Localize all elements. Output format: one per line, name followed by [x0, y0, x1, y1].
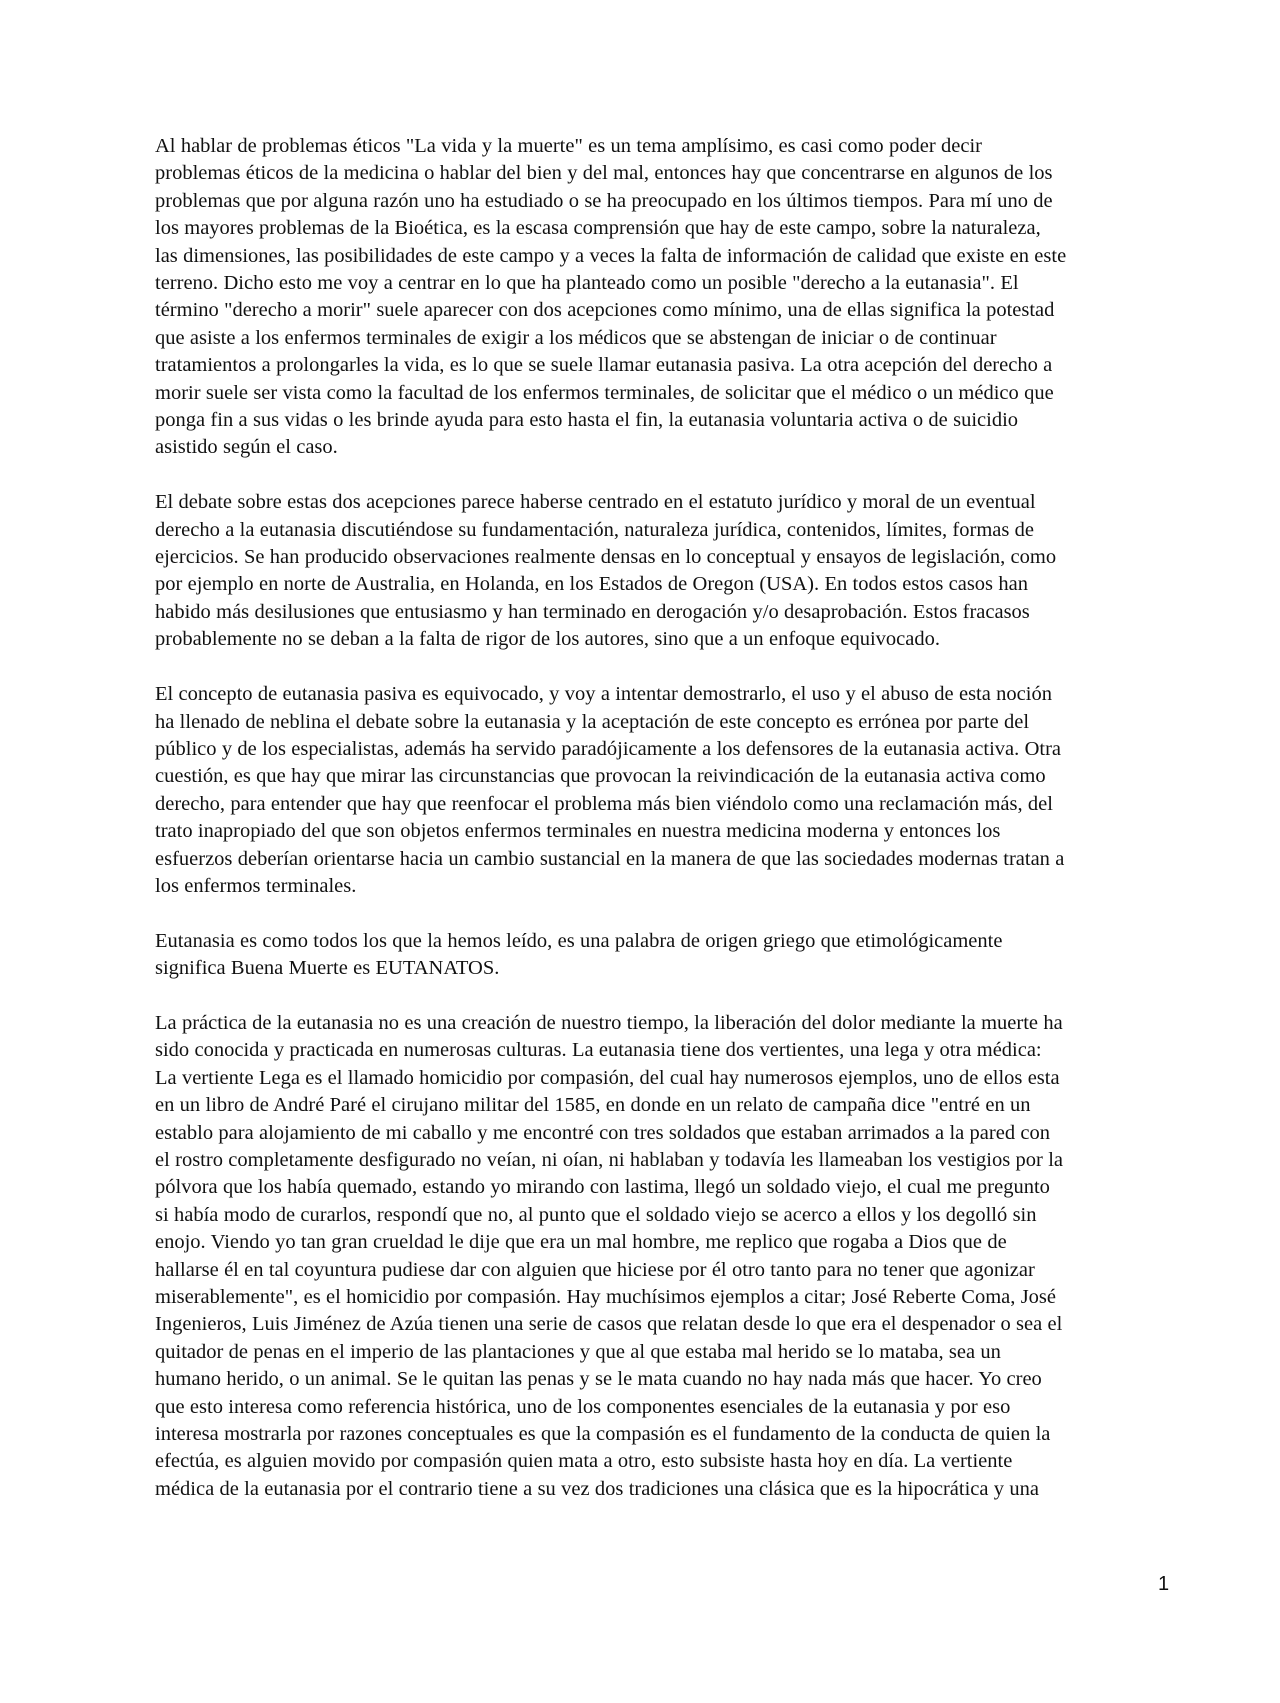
page-number: 1 — [1158, 1573, 1170, 1595]
paragraph: Al hablar de problemas éticos "La vida y la muerte" es un tema amplísimo, es casi como poder decir problemas éticos de la medicina o hablar del bien y del mal, entonces hay que concentrarse en algunos de los problemas que por alguna razón uno ha estudiado o se ha preocupado en los últimos tiempos. Para mí uno de los mayores problemas de la Bioética, es la escasa comprensión que hay de este campo, sobre la naturaleza, las dimensiones, las posibilidades de este campo y a veces la falta de información de calidad que existe en este terreno. Dicho esto me voy a centrar en lo que ha planteado como un posible "derecho a la eutanasia". El término "derecho a morir" suele aparecer con dos acepciones como mínimo, una de ellas significa la potestad que asiste a los enfermos terminales de exigir a los médicos que se abstengan de iniciar o de continuar tratamientos a prolongarles la vida, es lo que se suele llamar eutanasia pasiva. La otra acepción del derecho a morir suele ser vista como la facultad de los enfermos terminales, de solicitar que el médico o un médico que ponga fin a sus vidas o les brinde ayuda para esto hasta el fin, la eutanasia voluntaria activa o de suicidio asistido según el caso. — [155, 135, 1067, 459]
paragraph: El concepto de eutanasia pasiva es equivocado, y voy a intentar demostrarlo, el uso y el abuso de esta noción ha llenado de neblina el debate sobre la eutanasia y la aceptación de este concepto es errónea por parte del público y de los especialistas, además ha servido paradójicamente a los defensores de la eutanasia activa. Otra cuestión, es que hay que mirar las circunstancias que provocan la reivindicación de la eutanasia activa como derecho, para entender que hay que reenfocar el problema más bien viéndolo como una reclamación más, del trato inapropiado del que son objetos enfermos terminales en nuestra medicina moderna y entonces los esfuerzos deberían orientarse hacia un cambio sustancial en la manera de que las sociedades modernas tratan a los enfermos terminales. — [155, 683, 1065, 897]
paragraph: El debate sobre estas dos acepciones parece haberse centrado en el estatuto jurídico y moral de un eventual derecho a la eutanasia discutiéndose su fundamentación, naturaleza jurídica, contenidos, límites, formas de ejercicios. Se han producido observaciones realmente densas en lo conceptual y ensayos de legislación, como por ejemplo en norte de Australia, en Holanda, en los Estados de Oregon (USA). En todos estos casos han habido más desilusiones que entusiasmo y han terminado en derogación y/o desaprobación. Estos fracasos probablemente no se deban a la falta de rigor de los autores, sino que a un enfoque equivocado. — [155, 491, 1057, 651]
paragraph: Eutanasia es como todos los que la hemos leído, es una palabra de origen griego que etimológicamente significa Buena Muerte es EUTANATOS. — [155, 929, 1003, 980]
paragraph: La práctica de la eutanasia no es una creación de nuestro tiempo, la liberación del dolor mediante la muerte ha sido conocida y practicada en numerosas culturas. La eutanasia tiene dos vertientes, una lega y otra médica: La vertiente Lega es el llamado homicidio por compasión, del cual hay numerosos ejemplos, uno de ellos esta en un libro de André Paré el cirujano militar del 1585, en donde en un relato de campaña dice "entré en un establo para alojamiento de mi caballo y me encontré con tres soldados que estaban arrimados a la pared con el rostro completamente desfigurado no veían, ni oían, ni hablaban y todavía les llameaban los vestigios por la pólvora que los había quemado, estando yo mirando con lastima, llegó un soldado viejo, el cual me pregunto si había modo de curarlos, respondí que no, al punto que el soldado viejo se acerco a ellos y los degolló sin enojo. Viendo yo tan gran crueldad le dije que era un mal hombre, me replico que rogaba a Dios que de hallarse él en tal coyuntura pudiese dar con alguien que hiciese por él otro tanto para no tener que agonizar miserablemente", es el homicidio por compasión. Hay muchísimos ejemplos a citar; José Reberte Coma, José Ingenieros, Luis Jiménez de Azúa tienen una serie de casos que relatan desde lo que era el despenador o sea el quitador de penas en el imperio de las plantaciones y que al que estaba mal herido se lo mataba, sea un humano herido, o un animal. Se le quitan las penas y se le mata cuando no hay nada más que hacer. Yo creo que esto interesa como referencia histórica, uno de los componentes esenciales de la eutanasia y por eso interesa mostrarla por razones conceptuales es que la compasión es el fundamento de la conducta de quien la efectúa, es alguien movido por compasión quien mata a otro, esto subsiste hasta hoy en día. La vertiente médica de la eutanasia por el contrario tiene a su vez dos tradiciones una clásica que es la hipocrática y una — [155, 1011, 1063, 1500]
document-body — [155, 133, 1145, 1531]
